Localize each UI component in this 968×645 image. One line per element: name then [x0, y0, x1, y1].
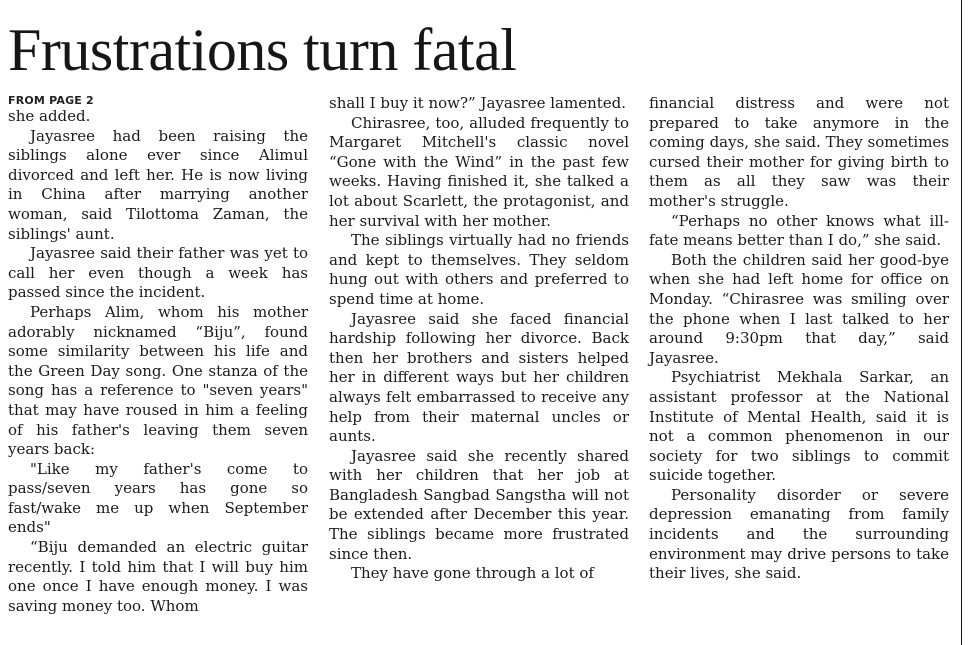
paragraph: Perhaps Alim, whom his mother adorably nicknamed “Biju”, found some similarity between his life and the Green Day song. One stanza of the song has a reference to "seven years" that may have roused in him a feeling of his father's leaving them seven years back: [8, 302, 308, 459]
paragraph: Jayasree said she faced financial hardship following her divorce. Back then her brothers and sisters helped her in different ways but her children always felt embarrassed to receive any help from their maternal uncles or aunts. [329, 309, 629, 446]
paragraph: Jayasree said she recently shared with her children that her job at Bangladesh Sangbad Sangstha will not be extended after December this year. The siblings became more frustrated since then. [329, 446, 629, 563]
headline: Frustrations turn fatal [8, 17, 517, 83]
paragraph: financial distress and were not prepared to take anymore in the coming days, she said. They sometimes cursed their mother for giving birth to them as all they saw was their mother's struggle. [649, 94, 949, 210]
paragraph: Personality disorder or severe depression emanating from family incidents and the surrounding environment may drive persons to take their lives, she said. [649, 485, 949, 583]
paragraph: The siblings virtually had no friends and kept to themselves. They seldom hung out with others and preferred to spend time at home. [329, 231, 629, 308]
paragraph: she added. [8, 107, 91, 125]
paragraph: Both the children said her good-bye when she had left home for office on Monday. “Chirasree was smiling over the phone when I last talked to her around 9:30pm that day,” said Jayasree. [649, 250, 949, 367]
paragraph: Chirasree, too, alluded frequently to Margaret Mitchell's classic novel “Gone with the Wind” in the past few weeks. Having finished it, she talked a lot about Scarlett, the protagonist, and her survival with her mother. [329, 113, 629, 230]
paragraph: They have gone through a lot of [351, 564, 594, 583]
song-lyric-quote: "Like my father's come to pass/seven years has gone so fast/wake me up when September ends" [8, 459, 308, 537]
paragraph: “Biju demanded an electric guitar recently. I told him that I will buy him one once I have enough money. I was saving money too. Whom [8, 538, 308, 615]
article-column-3 [649, 94, 949, 584]
paragraph: shall I buy it now?” Jayasree lamented. [329, 94, 627, 112]
page-edge-rule [961, 0, 962, 645]
jump-label: FROM PAGE 2 [8, 94, 94, 107]
article-column-1 [8, 94, 308, 616]
paragraph: Jayasree said their father was yet to call her even though a week has passed since the incident. [8, 244, 308, 302]
paragraph: Jayasree had been raising the siblings alone ever since Alimul divorced and left her. He is now living in China after marrying another woman, said Tilottoma Zaman, the siblings' aunt. [8, 126, 308, 243]
paragraph: Psychiatrist Mekhala Sarkar, an assistant professor at the National Institute of Mental Health, said it is not a common phenomenon in our society for two siblings to commit suicide together. [649, 368, 949, 485]
paragraph: “Perhaps no other knows what ill-fate means better than I do,” she said. [649, 211, 949, 250]
article-column-2 [329, 94, 629, 584]
